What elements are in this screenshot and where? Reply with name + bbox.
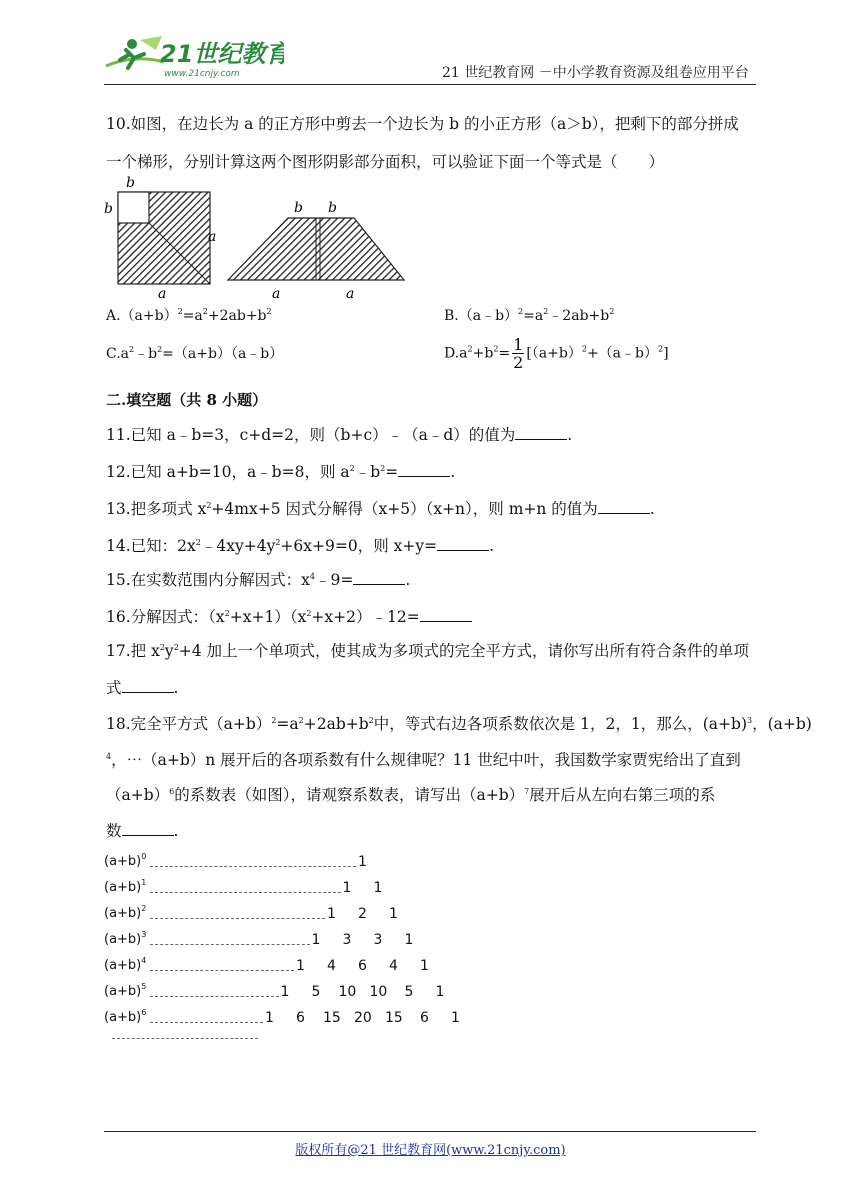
q10-line1: 10.如图，在边长为 a 的正方形中剪去一个边长为 b 的小正方形（a＞b），把剩下的部分拼成 bbox=[106, 115, 739, 133]
q10-figure bbox=[100, 172, 420, 302]
triangle-coefficient: 1 bbox=[296, 958, 305, 974]
dotted-leader bbox=[150, 892, 341, 893]
cut-square bbox=[118, 192, 149, 223]
triangle-coefficient: 1 bbox=[358, 854, 367, 870]
triangle-coefficient: 1 bbox=[265, 1010, 274, 1026]
footer-copyright[interactable]: 版权所有@21 世纪教育网(www.21cnjy.com) bbox=[295, 1143, 566, 1158]
header-divider bbox=[104, 84, 756, 85]
dotted-leader bbox=[150, 996, 279, 997]
triangle-coefficient: 3 bbox=[373, 932, 383, 948]
triangle-coefficient: 4 bbox=[327, 958, 336, 974]
triangle-coefficient: 1 bbox=[327, 906, 336, 922]
triangle-coefficient: 3 bbox=[342, 932, 352, 948]
dotted-leader bbox=[150, 918, 325, 919]
triangle-coefficient: 5 bbox=[404, 984, 414, 1000]
section-title: 二.填空题（共 8 小题） bbox=[106, 391, 268, 409]
trap-label-b2: b bbox=[328, 200, 337, 216]
logo-text: 21世纪教育 bbox=[160, 40, 284, 68]
triangle-coefficient: 1 bbox=[373, 880, 383, 896]
q13: 13.把多项式 $x^2+4mx+5$ 因式分解得（x+5）（x+n），则 m+n 的值为 . bbox=[106, 500, 655, 518]
triangle-coefficient: 2 bbox=[358, 906, 367, 922]
triangle-coefficient: 6 bbox=[358, 958, 367, 974]
dotted-leader bbox=[150, 944, 310, 945]
answer-blank bbox=[353, 570, 405, 585]
answer-blank bbox=[122, 821, 174, 836]
triangle-coefficient: 1 bbox=[404, 932, 414, 948]
triangle-coefficient: 6 bbox=[296, 1010, 305, 1026]
answer-blank bbox=[437, 536, 489, 551]
triangle-row-label: $(a+b)^3$ bbox=[104, 930, 147, 947]
q17-line2: 式 . bbox=[106, 679, 179, 697]
triangle-row-label: $(a+b)^5$ bbox=[104, 982, 147, 999]
q14: 14.已知：$2x^2﹣4xy+4y^2+6x+9=0$，则 x+y= . bbox=[106, 537, 495, 555]
triangle-coefficient: 5 bbox=[311, 984, 321, 1000]
q10-option-b[interactable]: $B.(a﹣b)^2=a^2﹣2ab+b^2$ bbox=[444, 307, 615, 324]
trap-label-a1: a bbox=[272, 286, 281, 302]
answer-blank bbox=[420, 607, 472, 622]
triangle-coefficient: 1 bbox=[420, 958, 429, 974]
logo-url: www.21cnjy.com bbox=[164, 69, 240, 79]
q10-option-d[interactable]: $D.a^2+b^2=$ $\frac{1}{2}$ $[(a+b)^2+(a﹣b)^2]$ bbox=[444, 335, 669, 372]
q16: 16.分解因式：$(x^2+x+1)(x^2+x+2)﹣12=$ bbox=[106, 607, 472, 627]
trap-label-b1: b bbox=[294, 200, 303, 216]
q18-line1: 18.完全平方式$(a+b)^2=a^2+2ab+b^2$中，等式右边各项系数依次是 1，2，1，那么，$(a+b)^3$，(a+b) bbox=[106, 715, 812, 733]
label-a-right: a bbox=[208, 229, 217, 245]
triangle-coefficient: 1 bbox=[280, 984, 290, 1000]
triangle-coefficient: 1 bbox=[311, 932, 321, 948]
answer-blank bbox=[122, 678, 174, 693]
q18-line3: $(a+b)^6$的系数表（如图），请观察系数表，请写出$(a+b)^7$展开后从左向右第三项的系 bbox=[106, 786, 716, 804]
q10-line2: 一个梯形，分别计算这两个图形阴影部分面积，可以验证下面一个等式是（ ） bbox=[106, 153, 665, 171]
q12: 12.已知 a+b=10，a﹣b=8，则 $a^2﹣b^2=$ . bbox=[106, 463, 456, 481]
q15: 15.在实数范围内分解因式：$x^4﹣9=$ . bbox=[106, 571, 411, 589]
q10-option-a[interactable]: $A.(a+b)^2=a^2+2ab+b^2$ bbox=[106, 307, 272, 324]
footer-divider bbox=[104, 1131, 756, 1132]
fraction-one-half: $\frac{1}{2}$ bbox=[513, 335, 524, 372]
dotted-continuation bbox=[112, 1038, 258, 1039]
answer-blank bbox=[515, 425, 567, 440]
triangle-row-label: $(a+b)^6$ bbox=[104, 1008, 147, 1025]
triangle-row-label: $(a+b)^0$ bbox=[104, 852, 147, 869]
site-logo bbox=[104, 32, 284, 80]
triangle-coefficient: 1 bbox=[342, 880, 352, 896]
q11: 11.已知 a﹣b=3，c+d=2，则（b+c）﹣（a﹣d）的值为 . bbox=[106, 426, 573, 444]
q18-line2: $^4$，⋯（a+b）n 展开后的各项系数有什么规律呢？11 世纪中叶，我国数学家贾宪给出了直到 bbox=[106, 751, 741, 769]
answer-blank bbox=[598, 499, 650, 514]
pascal-triangle-figure bbox=[104, 848, 474, 1062]
dotted-leader bbox=[150, 970, 294, 971]
dotted-leader bbox=[150, 1022, 263, 1023]
q10-option-c[interactable]: $C.a^2﹣b^2=(a+b)(a﹣b)$ bbox=[106, 345, 284, 362]
answer-blank bbox=[398, 462, 450, 477]
q18-line4: 数 . bbox=[106, 822, 179, 840]
label-b-left: b bbox=[104, 201, 113, 217]
triangle-coefficient: 4 bbox=[389, 958, 398, 974]
triangle-coefficient: 15 bbox=[385, 1010, 403, 1026]
triangle-coefficient: 10 bbox=[369, 984, 388, 1000]
header-site-name: 21 世纪教育网 －中小学教育资源及组卷应用平台 bbox=[442, 65, 749, 81]
q17-line1: 17.把 $x^2y^2+4$ 加上一个单项式，使其成为多项式的完全平方式，请你写出所有符合条件的单项 bbox=[106, 642, 750, 660]
triangle-row-label: $(a+b)^4$ bbox=[104, 956, 147, 973]
triangle-coefficient: 1 bbox=[435, 984, 445, 1000]
triangle-row-label: $(a+b)^1$ bbox=[104, 878, 147, 895]
triangle-coefficient: 1 bbox=[389, 906, 398, 922]
trap-label-a2: a bbox=[346, 286, 355, 302]
triangle-coefficient: 1 bbox=[451, 1010, 460, 1026]
triangle-coefficient: 15 bbox=[323, 1010, 341, 1026]
triangle-coefficient: 20 bbox=[354, 1010, 372, 1026]
triangle-coefficient: 6 bbox=[420, 1010, 429, 1026]
triangle-row-label: $(a+b)^2$ bbox=[104, 904, 147, 921]
label-b-top: b bbox=[126, 175, 135, 191]
dotted-leader bbox=[150, 866, 356, 867]
triangle-coefficient: 10 bbox=[338, 984, 357, 1000]
label-a-bottom: a bbox=[158, 286, 167, 302]
